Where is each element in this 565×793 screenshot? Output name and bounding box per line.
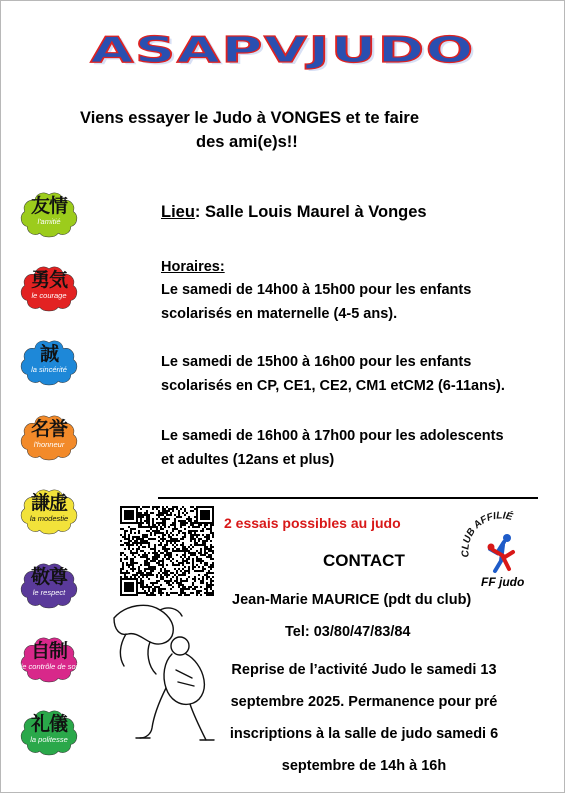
value-kanji: 自制 xyxy=(30,640,67,662)
contact-title: CONTACT xyxy=(323,551,405,570)
value-caption: l'amitié xyxy=(37,217,61,226)
value-caption: le respect xyxy=(32,588,66,597)
schedule-adultes xyxy=(161,424,541,472)
schedule-maternelle xyxy=(161,278,541,326)
club-title: ASAPVJUDO xyxy=(90,30,475,71)
contact-person: Jean-Marie MAURICE (pdt du club) xyxy=(232,592,472,608)
judo-value-medal xyxy=(18,411,80,463)
judo-value-medal xyxy=(18,633,80,685)
reprise-line: inscriptions à la salle de judo samedi 6 xyxy=(229,726,499,742)
schedule-line: Le samedi de 14h00 à 15h00 pour les enfants xyxy=(161,282,472,298)
value-caption: la sincérité xyxy=(31,365,67,374)
value-kanji: 謙虚 xyxy=(30,492,67,514)
intro-line-2: des ami(e)s!! xyxy=(196,133,298,151)
qr-code-graphic xyxy=(120,506,214,596)
judoka-figures-icon xyxy=(488,534,514,571)
intro-line-1: Viens essayer le Judo à VONGES et te faire xyxy=(80,109,420,127)
value-kanji: 敬尊 xyxy=(30,566,67,588)
ff-judo-brand: FF judo xyxy=(481,575,525,589)
qr-code[interactable] xyxy=(120,506,214,596)
reprise-text xyxy=(214,654,514,782)
judo-value-medal xyxy=(18,188,80,240)
judo-value-medal xyxy=(18,485,80,537)
schedule-line: scolarisés en CP, CE1, CE2, CM1 etCM2 (6-11ans). xyxy=(161,378,505,394)
value-kanji: 礼儀 xyxy=(30,713,67,735)
reprise-line: septembre de 14h à 16h xyxy=(281,758,447,774)
value-kanji: 名誉 xyxy=(30,418,67,440)
judo-value-medal xyxy=(18,336,80,388)
value-kanji: 勇気 xyxy=(30,269,67,291)
judo-value-medal xyxy=(18,706,80,758)
judo-value-medal xyxy=(18,262,80,314)
value-caption: le courage xyxy=(31,291,67,300)
horaires-title: Horaires: xyxy=(161,259,225,275)
schedule-line: Le samedi de 15h00 à 16h00 pour les enfants xyxy=(161,354,472,370)
value-kanji: 友情 xyxy=(30,195,67,217)
essais-text: 2 essais possibles au judo xyxy=(224,515,401,531)
divider-line xyxy=(158,497,538,499)
lieu-value: : Salle Louis Maurel à Vonges xyxy=(194,203,427,221)
intro-text xyxy=(80,106,480,154)
lieu-line xyxy=(161,200,427,224)
schedule-line: scolarisés en maternelle (4-5 ans). xyxy=(161,306,398,322)
reprise-line: septembre 2025. Permanence pour pré xyxy=(230,694,498,710)
logo-arc-text: CLUB AFFILIÉ xyxy=(460,510,514,558)
reprise-line: Reprise de l’activité Judo le samedi 13 xyxy=(231,662,497,678)
schedule-line: Le samedi de 16h00 à 17h00 pour les adolescents xyxy=(161,428,504,444)
lieu-label: Lieu xyxy=(161,203,195,221)
judo-value-medal xyxy=(18,559,80,611)
contact-phone[interactable]: Tel: 03/80/47/83/84 xyxy=(285,624,411,640)
schedule-line: et adultes (12ans et plus) xyxy=(161,452,335,468)
value-caption: la politesse xyxy=(30,735,68,744)
schedule-enfants xyxy=(161,350,541,398)
value-caption: l'honneur xyxy=(33,440,65,449)
judo-throw-illustration xyxy=(106,596,218,748)
value-caption: le contrôle de soi xyxy=(20,662,78,671)
value-caption: la modestie xyxy=(29,514,69,523)
value-kanji: 誠 xyxy=(39,343,58,365)
